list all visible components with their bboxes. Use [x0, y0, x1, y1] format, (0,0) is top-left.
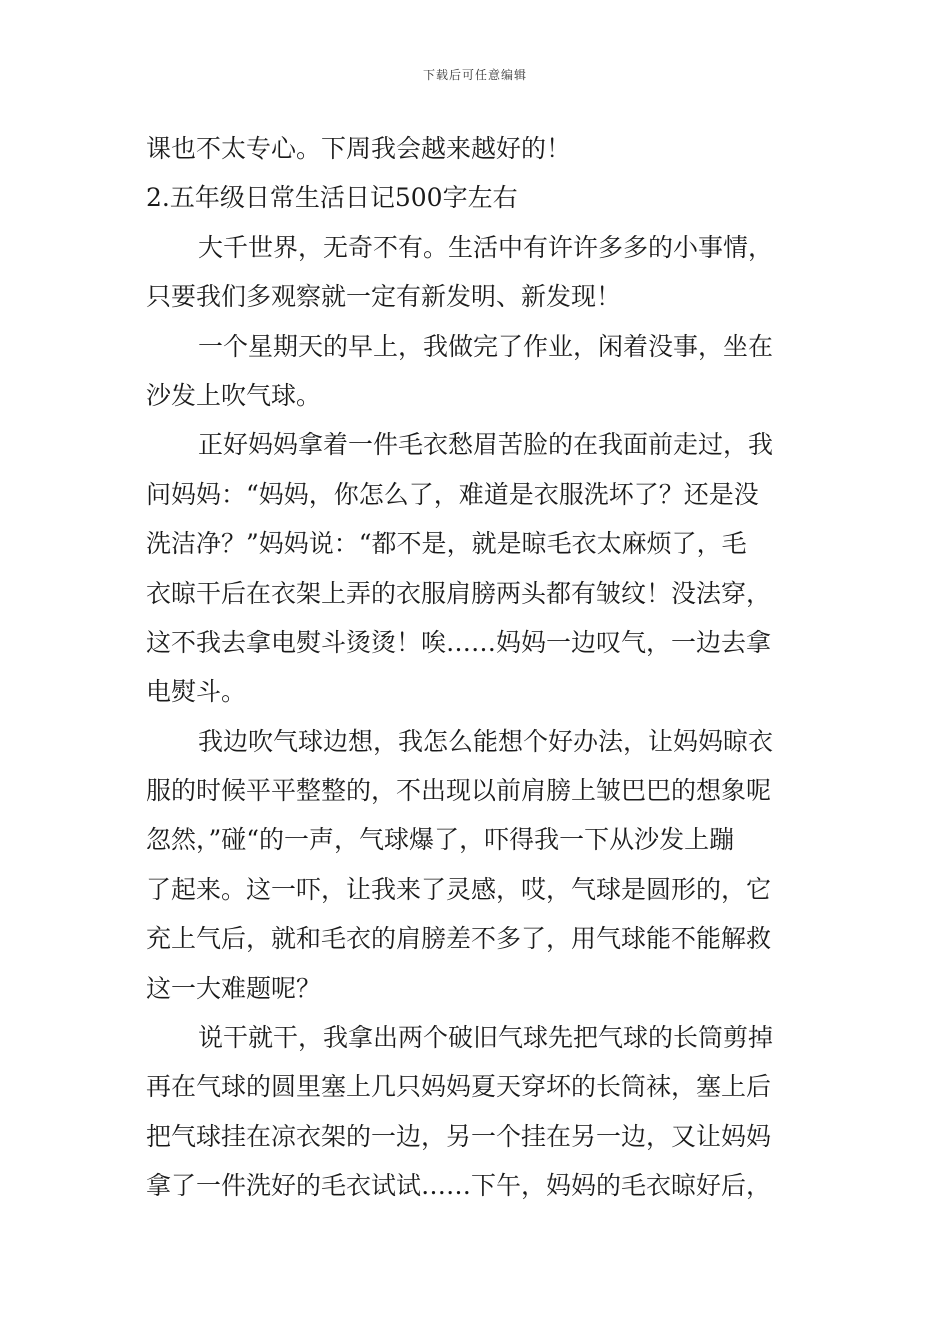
- text-line: 再在气球的圆里塞上几只妈妈夏天穿坏的长筒袜，塞上后: [146, 1072, 772, 1102]
- text-line: 课也不太专心。下周我会越来越好的！: [146, 134, 572, 163]
- text-line: 这一大难题呢？: [146, 973, 322, 1003]
- text-line: 一个星期天的早上，我做完了作业，闲着没事，坐在: [198, 331, 774, 361]
- text-line: 只要我们多观察就一定有新发明、新发现！: [146, 282, 622, 312]
- text-line: 正好妈妈拿着一件毛衣愁眉苦脸的在我面前走过，我: [198, 430, 774, 460]
- text-line: 沙发上吹气球。: [146, 380, 322, 410]
- text-line: 服的时候平平整整的，不出现以前肩膀上皱巴巴的想象呢: [146, 776, 772, 806]
- text-line: 大千世界，无奇不有。生活中有许许多多的小事情，: [198, 232, 774, 262]
- text-line: 我边吹气球边想，我怎么能想个好办法，让妈妈晾衣: [198, 726, 774, 756]
- section-heading: 2.五年级日常生活日记500字左右: [146, 183, 518, 213]
- text-line: 衣晾干后在衣架上弄的衣服肩膀两头都有皱纹！没法穿，: [146, 578, 772, 608]
- text-line: 问妈妈：“妈妈，你怎么了，难道是衣服洗坏了？还是没: [146, 479, 759, 509]
- text-line: 忽然，”碰“的一声，气球爆了，吓得我一下从沙发上蹦: [146, 825, 735, 855]
- text-line: 拿了一件洗好的毛衣试试……下午，妈妈的毛衣晾好后，: [146, 1171, 772, 1201]
- text-line: 洗洁净？”妈妈说：“都不是，就是晾毛衣太麻烦了，毛: [146, 529, 747, 559]
- document-body: [146, 124, 810, 1211]
- text-line: 了起来。这一吓，让我来了灵感，哎，气球是圆形的，它: [146, 874, 772, 904]
- text-line: 把气球挂在凉衣架的一边，另一个挂在另一边，又让妈妈: [146, 1121, 772, 1151]
- page-header: 下载后可任意编辑: [422, 68, 527, 82]
- text-line: 说干就干，我拿出两个破旧气球先把气球的长筒剪掉: [198, 1023, 774, 1053]
- text-line: 这不我去拿电熨斗烫烫！唉……妈妈一边叹气，一边去拿: [146, 627, 772, 657]
- text-line: 电熨斗。: [146, 677, 247, 707]
- text-line: 充上气后，就和毛衣的肩膀差不多了，用气球能不能解救: [146, 924, 772, 954]
